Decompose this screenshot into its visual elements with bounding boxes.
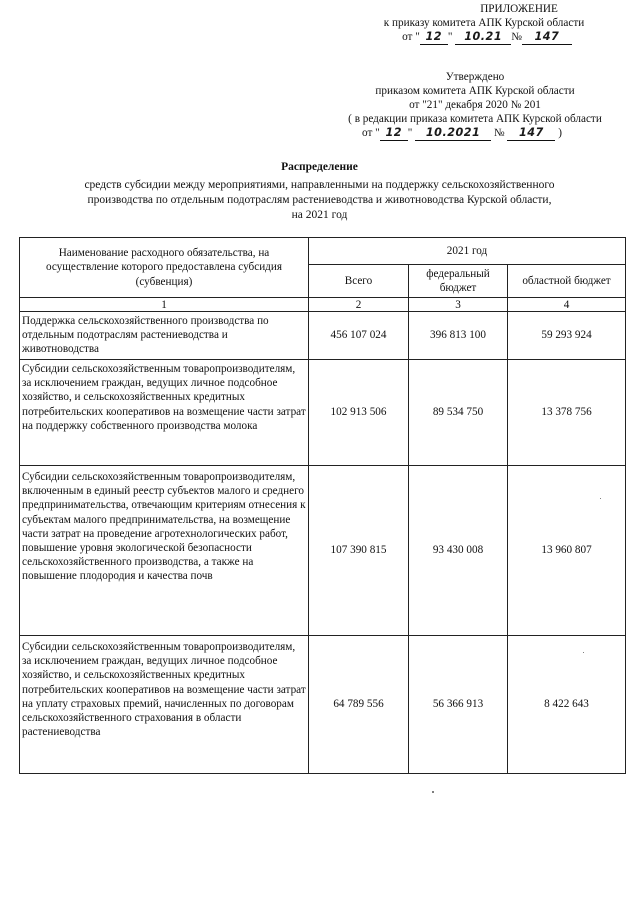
approved-line-4: ( в редакции приказа комитета АПК Курской области [348,113,602,125]
row-total: 64 789 556 [309,636,409,774]
table-row [20,360,626,466]
approved-number: 147 [507,126,555,141]
row-name: Субсидии сельскохозяйственным товаропроизводителям, за исключением граждан, ведущих личное подсобное хозяйство, и сельскохозяйственных кредитных потребительских кооперативов на возмещение части затрат на уплату страховых премий, начисленных по договорам сельскохозяйственного страхования в области растениеводства [20,636,309,774]
row-regional: 13 378 756 [508,360,626,466]
approved-block [325,70,625,141]
row-total: 102 913 506 [309,360,409,466]
appendix-date: 10.21 [455,30,511,45]
document-title [0,160,639,223]
approved-date-line [325,126,625,141]
scan-speck [600,498,601,499]
column-number: 1 [20,298,309,312]
appendix-no-label: № [511,31,522,43]
row-federal: 396 813 100 [409,312,508,360]
row-federal: 89 534 750 [409,360,508,466]
appendix-date-line [340,30,620,45]
row-regional: 59 293 924 [508,312,626,360]
row-regional: 8 422 643 [508,636,626,774]
row-federal: 93 430 008 [409,466,508,636]
title-line-2: производства по отдельным подотраслям растениеводства и животноводства Курской области, [87,194,552,206]
table-row [20,636,626,774]
appendix-mid-quote: " [447,31,453,43]
approved-title: Утверждено [445,71,505,83]
approved-line-3: от "21" декабря 2020 № 201 [409,99,541,111]
header-year: 2021 год [309,238,626,265]
column-number: 2 [309,298,409,312]
appendix-order-line: к приказу комитета АПК Курской области [383,17,585,29]
header-name-column: Наименование расходного обязательства, на осуществление которого предоставлена субсидия (субвенция) [20,238,309,298]
distribution-table [19,237,626,774]
approved-line-2: приказом комитета АПК Курской области [375,85,575,97]
appendix-number: 147 [522,30,572,45]
header-total: Всего [309,265,409,298]
approved-date: 10.2021 [415,126,491,141]
approved-close-paren: ) [558,127,562,139]
row-total: 456 107 024 [309,312,409,360]
approved-mid-quote: " [407,127,413,139]
row-regional: 13 960 807 [508,466,626,636]
scan-speck [583,652,584,653]
title-line-1: средств субсидии между мероприятиями, направленными на поддержку сельскохозяйственного [84,179,555,191]
appendix-title: ПРИЛОЖЕНИЕ [480,3,558,15]
title-line-3: на 2021 год [291,209,348,221]
row-name: Субсидии сельскохозяйственным товаропроизводителям, за исключением граждан, ведущих личное подсобное хозяйство, и сельскохозяйственных кредитных потребительских кооперативов на возмещение части затрат на поддержку собственного производства молока [20,360,309,466]
column-number-row [20,298,626,312]
appendix-block [340,2,620,45]
row-federal: 56 366 913 [409,636,508,774]
table-row [20,312,626,360]
table-row [20,466,626,636]
row-name: Поддержка сельскохозяйственного производства по отдельным подотраслям растениеводства и животноводства [20,312,309,360]
title-heading: Распределение [281,161,358,173]
column-number: 4 [508,298,626,312]
appendix-day: 12 [420,30,448,45]
appendix-from-label: от " [402,31,420,43]
header-federal: федеральный бюджет [409,265,508,298]
table-header-row [20,238,626,265]
approved-from-label: от " [362,127,380,139]
approved-day: 12 [380,126,408,141]
row-total: 107 390 815 [309,466,409,636]
column-number: 3 [409,298,508,312]
header-regional: областной бюджет [508,265,626,298]
scan-speck [432,791,434,793]
approved-no-label: № [493,127,505,139]
row-name: Субсидии сельскохозяйственным товаропроизводителям, включенным в единый реестр субъектов малого и среднего предпринимательства, отвечающим критериям отнесения к субъектам малого предпринимательства, на возмещение части затрат на проведение агротехнологических работ, повышение уровня экологической безопасности сельскохозяйственного производства, а также на повышение плодородия и качества почв [20,466,309,636]
